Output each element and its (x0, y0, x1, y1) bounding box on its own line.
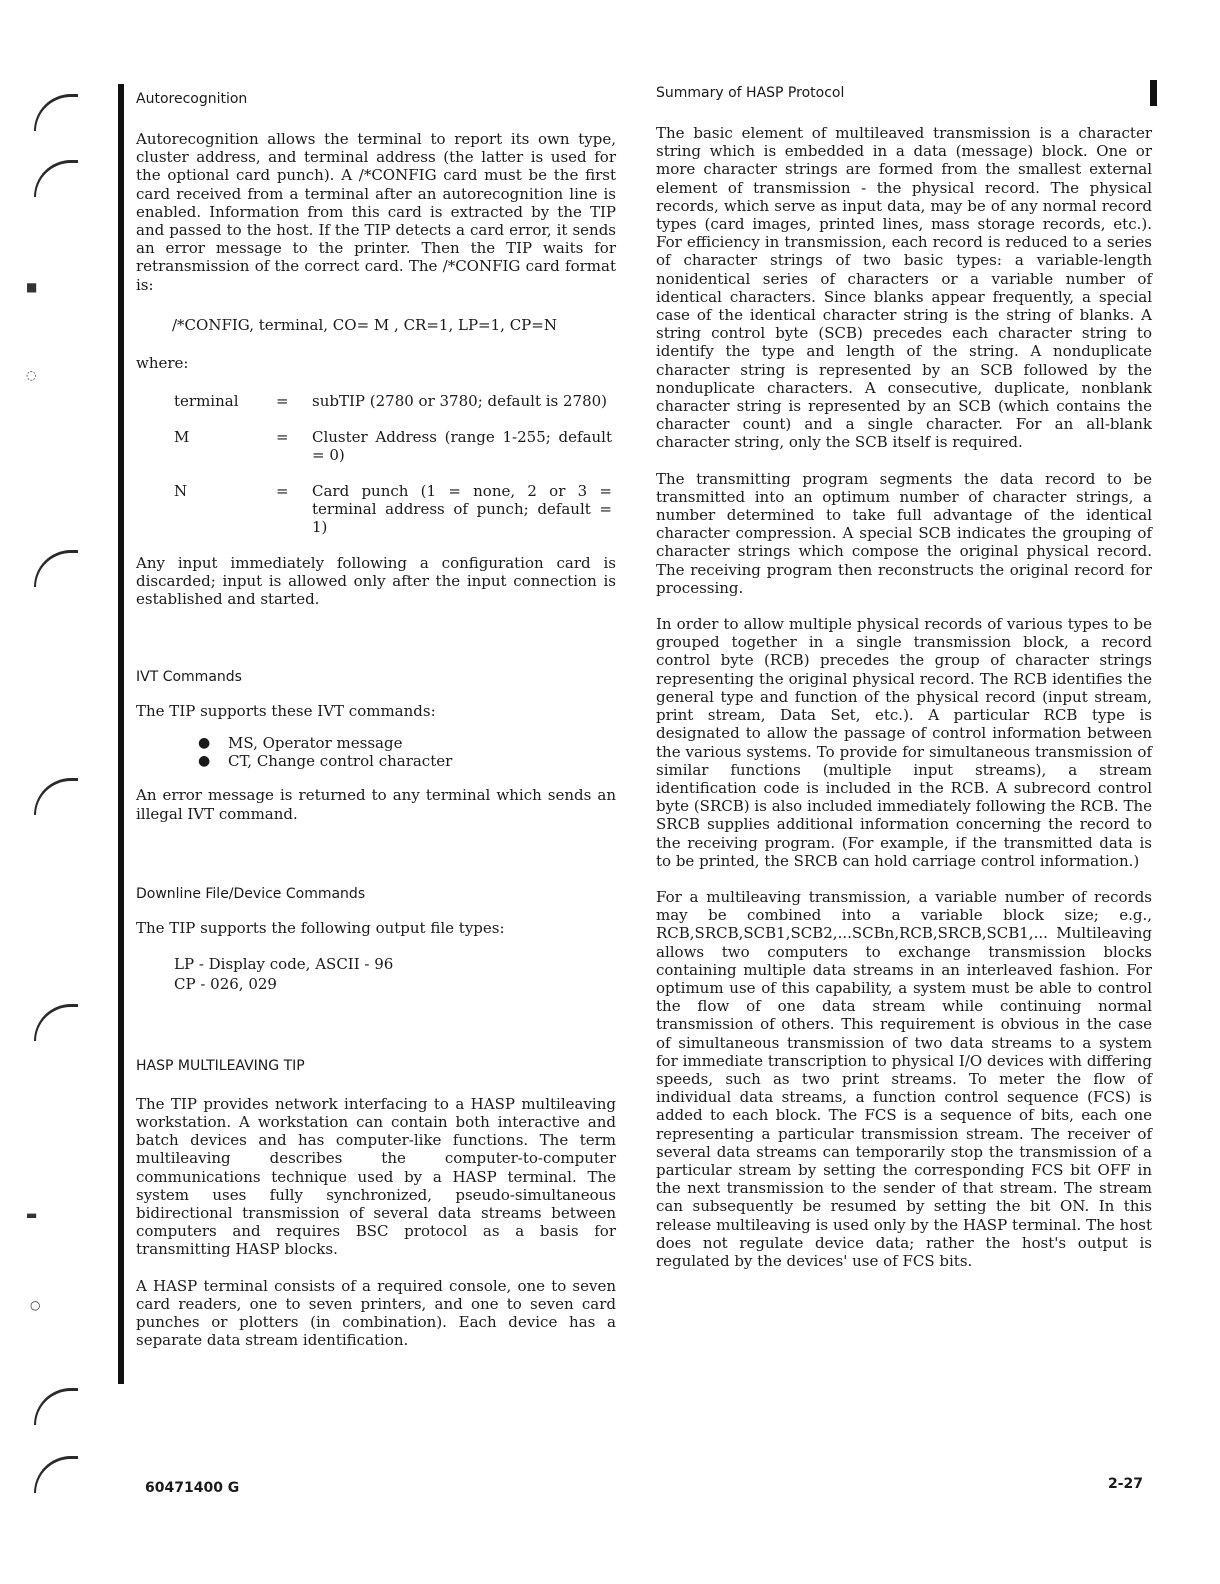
hasp-tip-heading: HASP MULTILEAVING TIP (136, 1057, 305, 1074)
hasp-protocol-heading: Summary of HASP Protocol (656, 85, 845, 101)
speck-mark: ▬ (26, 1208, 38, 1222)
hasp-terminal-paragraph: A HASP terminal consists of a required console, one to seven card readers, one to seven printers, and one to seven card punches or plotters (in combination). Each device has a separate data stream identification. (136, 1276, 616, 1350)
ivt-commands-heading: IVT Commands (136, 669, 242, 686)
definition-row (136, 428, 616, 464)
downline-commands-heading: Downline File/Device Commands (136, 885, 366, 902)
definition-equals: = (276, 391, 289, 410)
parameter-definitions (136, 392, 616, 536)
ivt-command: MS, Operator message (228, 734, 403, 753)
revision-bar (118, 84, 124, 1384)
binding-hole-mark (34, 1388, 78, 1425)
config-card-format: /*CONFIG, terminal, CO= M , CR=1, LP=1, CP=N (172, 315, 557, 334)
file-type-lp: LP - Display code, ASCII - 96 (174, 954, 394, 973)
binding-hole-mark (34, 1456, 78, 1493)
autorecognition-paragraph: Autorecognition allows the terminal to report its own type, cluster address, and terminal address (the latter is used for the optional card punch). A /*CONFIG card must be the first card received from a terminal after an autorecognition line is enabled. Information from this card is extracted by the TIP and passed to the host. If the TIP detects a card error, it sends an error message to the printer. Then the TIP waits for retransmission of the correct card. The /*CONFIG card format is: (136, 130, 616, 294)
binding-hole-mark (34, 550, 78, 587)
binding-hole-mark (34, 1004, 78, 1041)
list-item (136, 752, 616, 770)
definition-description: Cluster Address (range 1-255; default = 0) (312, 427, 612, 464)
file-type-cp: CP - 026, 029 (174, 974, 277, 993)
definition-term: M (174, 427, 190, 446)
definition-equals: = (276, 427, 289, 446)
binding-hole-mark (34, 778, 78, 815)
bullet-icon: ● (198, 735, 211, 752)
left-column (136, 84, 616, 1349)
configuration-input-paragraph: Any input immediately following a configuration card is discarded; input is allowed only after the input connection is established and started. (136, 553, 616, 609)
definition-row (136, 482, 616, 536)
definition-description: subTIP (2780 or 3780; default is 2780) (312, 391, 608, 410)
ivt-command-list (136, 734, 616, 770)
definition-equals: = (276, 481, 289, 500)
ivt-intro: The TIP supports these IVT commands: (136, 702, 436, 721)
protocol-paragraph-3: In order to allow multiple physical records of various types to be grouped together in a single transmission block, a record control byte (RCB) precedes the group of character strings representing the original physical record. The RCB identifies the general type and function of the physical record (input stream, print stream, Data Set, etc.). A particular RCB type is designated to allow the passage of control information between the various systems. To provide for simultaneous transmission of similar functions (multiple input streams), a stream identification code is included in the RCB. A subrecord control byte (SRCB) is also included immediately following the RCB. The SRCB supplies additional information concerning the record to the receiving program. (For example, if the transmitted data is to be printed, the SRCB can hold carriage control information.) (656, 615, 1152, 870)
speck-mark: ■ (26, 280, 38, 294)
speck-mark: ◌ (26, 368, 37, 382)
definition-term: terminal (174, 391, 239, 410)
protocol-paragraph-2: The transmitting program segments the data record to be transmitted into an optimum number of character strings, a number determined to take full advantage of the identical character compression. A special SCB indicates the grouping of character strings which compose the original physical record. The receiving program then reconstructs the original record for processing. (656, 469, 1152, 597)
bullet-icon: ● (198, 753, 211, 770)
downline-intro: The TIP supports the following output file types: (136, 918, 505, 937)
definition-description: Card punch (1 = none, 2 or 3 = terminal address of punch; default = 1) (312, 481, 612, 536)
binding-hole-mark (34, 94, 78, 131)
protocol-paragraph-4: For a multileaving transmission, a variable number of records may be combined into a variable block size; e.g., RCB,SRCB,SCB1,SCB2,...SCBn,RCB,SRCB,SCB1,... Multileaving allows two computers to exchange transmission blocks containing multiple data streams in an interleaved fashion. For optimum use of this capability, a system must be able to control the flow of one data stream while continuing normal transmission of others. This requirement is obvious in the case of simultaneous transmission of two data streams to a system for immediate transcription to physical I/O devices with differing speeds, such as two print streams. To meter the flow of individual data streams, a function control sequence (FCS) is added to each block. The FCS is a sequence of bits, each one representing a particular transmission stream. The receiver of several data streams can temporarily stop the transmission of a particular stream by setting the corresponding FCS bit OFF in the next transmission to the sender of that stream. The stream can subsequently be resumed by setting the bit ON. In this release multileaving is used only by the HASP terminal. The host does not regulate device data; rather the host's output is regulated by the devices' use of FCS bits. (656, 887, 1152, 1270)
page-number: 2-27 (1108, 1476, 1144, 1492)
ivt-command: CT, Change control character (228, 752, 453, 771)
binding-hole-mark (34, 160, 78, 197)
definition-row (136, 392, 616, 410)
right-column (656, 84, 1152, 1270)
list-item (136, 734, 616, 752)
protocol-paragraph-1: The basic element of multileaved transmission is a character string which is embedded in a data (message) block. One or more character strings are formed from the smallest external element of transmission - the physical record. The physical records, which serve as input data, may be of any normal record types (card images, printed lines, mass storage records, etc.). For efficiency in transmission, each record is reduced to a series of character strings of two basic types: a variable-length nonidentical series of characters or a variable number of identical characters. Since blanks appear frequently, a special case of the identical character string is the string of blanks. A string control byte (SCB) precedes each character string to identify the type and length of the string. A nonduplicate character string is represented by an SCB followed by the nonduplicate characters. A consecutive, duplicate, nonblank character string is represented by an SCB (which contains the character count) and a single character. For an all-blank character string, only the SCB itself is required. (656, 124, 1152, 452)
definition-term: N (174, 481, 188, 500)
where-label: where: (136, 353, 189, 372)
hasp-tip-paragraph: The TIP provides network interfacing to a HASP multileaving workstation. A workstation can contain both interactive and batch devices and has computer-like functions. The term multileaving describes the computer-to-computer communications technique used by a HASP terminal. The system uses fully synchronized, pseudo-simultaneous bidirectional transmission of several data streams between computers and requires BSC protocol as a basis for transmitting HASP blocks. (136, 1094, 616, 1259)
speck-mark: ○ (30, 1298, 41, 1312)
autorecognition-heading: Autorecognition (136, 91, 248, 107)
document-number: 60471400 G (145, 1480, 240, 1496)
ivt-error-paragraph: An error message is returned to any terminal which sends an illegal IVT command. (136, 786, 616, 823)
